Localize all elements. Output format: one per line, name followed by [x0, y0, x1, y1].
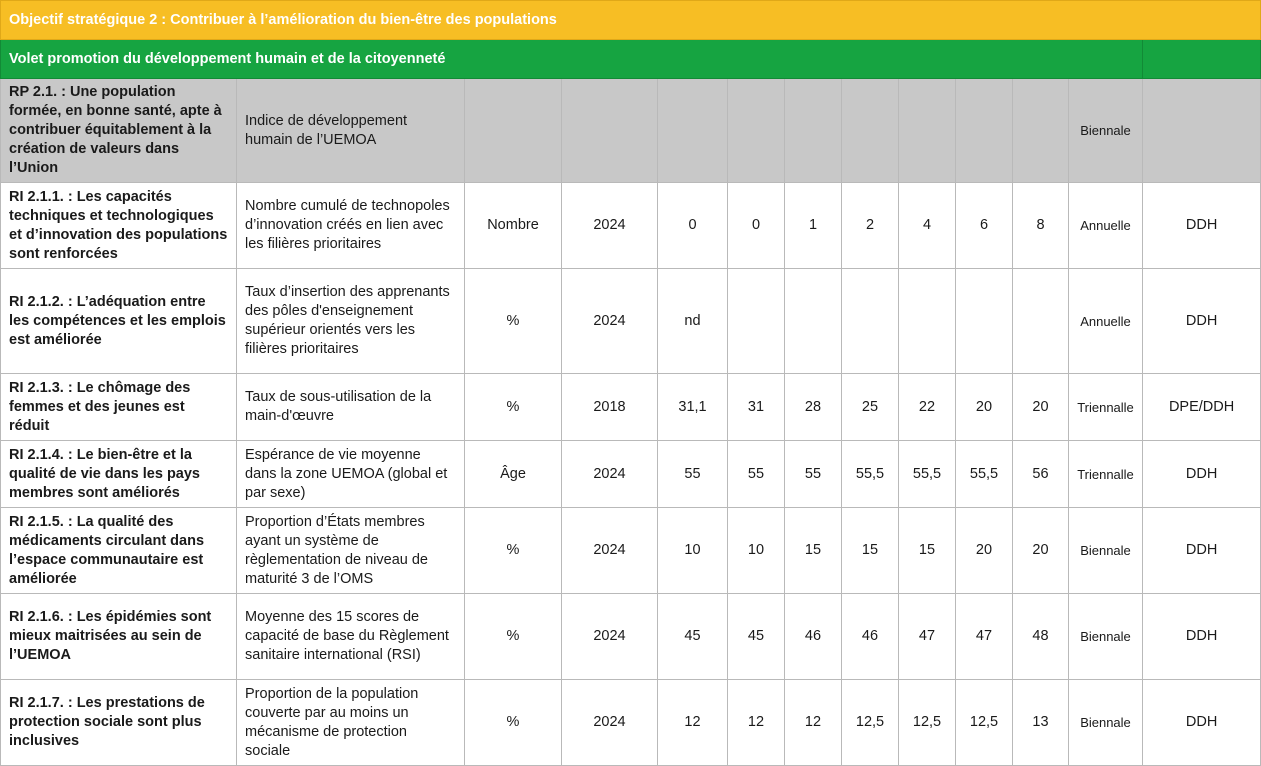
value-2-cell [728, 79, 785, 183]
volet-empty-cell [1143, 40, 1261, 79]
value-2-cell: 10 [728, 508, 785, 594]
source-cell: DDH [1143, 441, 1261, 508]
value-1-cell: 10 [658, 508, 728, 594]
value-6-cell: 55,5 [956, 441, 1013, 508]
value-1-cell [658, 79, 728, 183]
value-2-cell: 31 [728, 374, 785, 441]
value-3-cell [785, 269, 842, 374]
value-5-cell: 22 [899, 374, 956, 441]
table-body [1, 79, 1261, 766]
table-row [1, 79, 1261, 183]
indicator-cell: Proportion de la population couverte par au moins un mécanisme de protection sociale [237, 680, 465, 766]
source-cell [1143, 79, 1261, 183]
result-cell: RI 2.1.2. : L’adéquation entre les compétences et les emplois est améliorée [1, 269, 237, 374]
value-5-cell [899, 269, 956, 374]
value-6-cell [956, 79, 1013, 183]
result-cell: RI 2.1.1. : Les capacités techniques et technologiques et d’innovation des populations sont renforcées [1, 183, 237, 269]
source-cell: DDH [1143, 680, 1261, 766]
table-row [1, 594, 1261, 680]
value-7-cell: 56 [1013, 441, 1069, 508]
value-1-cell: 0 [658, 183, 728, 269]
unit-cell: % [465, 680, 562, 766]
indicator-cell: Proportion d’États membres ayant un système de règlementation de niveau de maturité 3 de l’OMS [237, 508, 465, 594]
value-7-cell: 20 [1013, 374, 1069, 441]
unit-cell: % [465, 269, 562, 374]
value-2-cell [728, 269, 785, 374]
source-cell: DDH [1143, 508, 1261, 594]
baseline-year-cell: 2024 [562, 508, 658, 594]
table-row [1, 269, 1261, 374]
table-row [1, 441, 1261, 508]
value-4-cell: 2 [842, 183, 899, 269]
value-3-cell [785, 79, 842, 183]
objective-title: Objectif stratégique 2 : Contribuer à l’amélioration du bien-être des populations [1, 1, 1261, 40]
value-2-cell: 0 [728, 183, 785, 269]
baseline-year-cell: 2018 [562, 374, 658, 441]
volet-header-row [1, 40, 1261, 79]
value-2-cell: 45 [728, 594, 785, 680]
value-1-cell: 45 [658, 594, 728, 680]
value-4-cell: 25 [842, 374, 899, 441]
indicator-cell: Espérance de vie moyenne dans la zone UEMOA (global et par sexe) [237, 441, 465, 508]
value-7-cell: 20 [1013, 508, 1069, 594]
frequency-cell: Biennale [1069, 594, 1143, 680]
frequency-cell: Annuelle [1069, 269, 1143, 374]
result-cell: RI 2.1.6. : Les épidémies sont mieux maitrisées au sein de l’UEMOA [1, 594, 237, 680]
baseline-year-cell: 2024 [562, 680, 658, 766]
table-row [1, 680, 1261, 766]
frequency-cell: Biennale [1069, 79, 1143, 183]
value-7-cell: 48 [1013, 594, 1069, 680]
baseline-year-cell [562, 79, 658, 183]
baseline-year-cell: 2024 [562, 594, 658, 680]
baseline-year-cell: 2024 [562, 269, 658, 374]
unit-cell: % [465, 508, 562, 594]
source-cell: DPE/DDH [1143, 374, 1261, 441]
table-row [1, 374, 1261, 441]
value-6-cell: 20 [956, 508, 1013, 594]
result-cell: RP 2.1. : Une population formée, en bonne santé, apte à contribuer équitablement à la création de valeurs dans l’Union [1, 79, 237, 183]
indicator-cell: Moyenne des 15 scores de capacité de base du Règlement sanitaire international (RSI) [237, 594, 465, 680]
value-3-cell: 15 [785, 508, 842, 594]
value-4-cell [842, 269, 899, 374]
unit-cell [465, 79, 562, 183]
value-3-cell: 55 [785, 441, 842, 508]
frequency-cell: Biennale [1069, 680, 1143, 766]
value-1-cell: 55 [658, 441, 728, 508]
value-5-cell: 15 [899, 508, 956, 594]
value-2-cell: 55 [728, 441, 785, 508]
frequency-cell: Triennalle [1069, 441, 1143, 508]
result-cell: RI 2.1.7. : Les prestations de protection sociale sont plus inclusives [1, 680, 237, 766]
value-4-cell [842, 79, 899, 183]
value-6-cell: 6 [956, 183, 1013, 269]
unit-cell: Nombre [465, 183, 562, 269]
value-5-cell: 12,5 [899, 680, 956, 766]
table-row [1, 508, 1261, 594]
value-5-cell: 47 [899, 594, 956, 680]
indicator-cell: Taux de sous-utilisation de la main-d'œuvre [237, 374, 465, 441]
value-5-cell: 4 [899, 183, 956, 269]
value-7-cell: 8 [1013, 183, 1069, 269]
result-cell: RI 2.1.4. : Le bien-être et la qualité de vie dans les pays membres sont améliorés [1, 441, 237, 508]
value-4-cell: 46 [842, 594, 899, 680]
value-6-cell: 12,5 [956, 680, 1013, 766]
value-4-cell: 15 [842, 508, 899, 594]
source-cell: DDH [1143, 594, 1261, 680]
value-7-cell [1013, 79, 1069, 183]
value-5-cell [899, 79, 956, 183]
unit-cell: % [465, 374, 562, 441]
result-cell: RI 2.1.3. : Le chômage des femmes et des jeunes est réduit [1, 374, 237, 441]
baseline-year-cell: 2024 [562, 441, 658, 508]
indicator-cell: Taux d’insertion des apprenants des pôles d'enseignement supérieur orientés vers les filières prioritaires [237, 269, 465, 374]
frequency-cell: Triennalle [1069, 374, 1143, 441]
value-4-cell: 12,5 [842, 680, 899, 766]
value-6-cell: 20 [956, 374, 1013, 441]
value-3-cell: 1 [785, 183, 842, 269]
value-7-cell [1013, 269, 1069, 374]
value-1-cell: 31,1 [658, 374, 728, 441]
table-row [1, 183, 1261, 269]
indicator-cell: Nombre cumulé de technopoles d’innovation créés en lien avec les filières prioritaires [237, 183, 465, 269]
value-6-cell [956, 269, 1013, 374]
frequency-cell: Annuelle [1069, 183, 1143, 269]
baseline-year-cell: 2024 [562, 183, 658, 269]
value-7-cell: 13 [1013, 680, 1069, 766]
unit-cell: Âge [465, 441, 562, 508]
value-3-cell: 28 [785, 374, 842, 441]
indicator-cell: Indice de développement humain de l’UEMOA [237, 79, 465, 183]
value-1-cell: 12 [658, 680, 728, 766]
value-3-cell: 46 [785, 594, 842, 680]
value-2-cell: 12 [728, 680, 785, 766]
value-3-cell: 12 [785, 680, 842, 766]
value-4-cell: 55,5 [842, 441, 899, 508]
objective-header-row [1, 1, 1261, 40]
volet-title: Volet promotion du développement humain et de la citoyenneté [1, 40, 1143, 79]
source-cell: DDH [1143, 183, 1261, 269]
result-cell: RI 2.1.5. : La qualité des médicaments circulant dans l’espace communautaire est améliorée [1, 508, 237, 594]
source-cell: DDH [1143, 269, 1261, 374]
unit-cell: % [465, 594, 562, 680]
frequency-cell: Biennale [1069, 508, 1143, 594]
value-5-cell: 55,5 [899, 441, 956, 508]
value-6-cell: 47 [956, 594, 1013, 680]
value-1-cell: nd [658, 269, 728, 374]
